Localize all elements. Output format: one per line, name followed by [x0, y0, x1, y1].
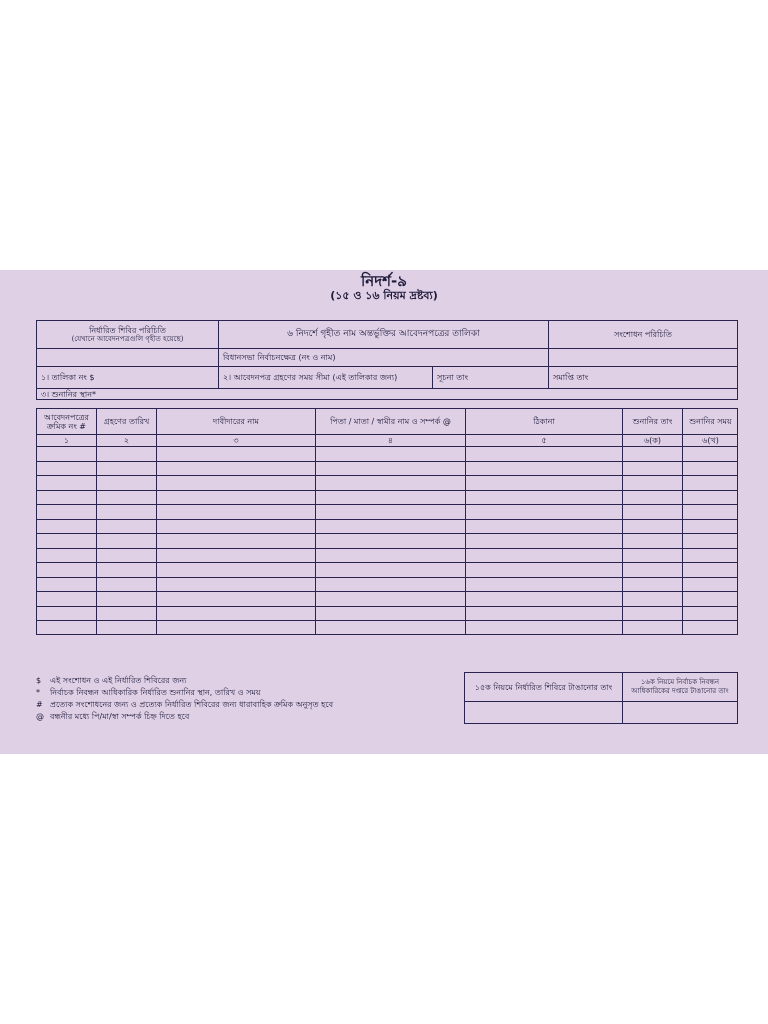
end-date-cell	[549, 367, 737, 388]
column-header-2	[97, 409, 156, 434]
column-number-2	[97, 435, 156, 446]
column-number-label: ৩	[233, 436, 239, 445]
start-date-label: সূচনা তাং	[437, 373, 469, 382]
column-header-label: গ্রহণের তারিখ	[103, 417, 150, 426]
camp-id-sub: (যেখানে আবেদনপত্রগুলি গৃহীত হয়েছে)	[71, 334, 184, 343]
column-header-label: পিতা / মাতা / স্বামীর নাম ও সম্পর্ক @	[330, 417, 451, 426]
list-no-label: ১। তালিকা নং $	[41, 373, 95, 382]
column-header-4	[316, 409, 465, 434]
table-row	[36, 577, 738, 578]
camp-posting-label: ১৫ক নিয়মে নির্ধারিত শিবিরে টাঙানোর তাং	[474, 682, 613, 692]
office-posting-cell	[623, 673, 737, 701]
note-2-text: নির্বাচক নিবন্ধন আধিকারিক নির্ধারিত শুনানির স্থান, তারিখ ও সময়	[50, 688, 261, 697]
period-label: ২। আবেদনপত্র গ্রহণের সময় সীমা (এই তালিকার জন্য)	[223, 373, 398, 382]
constituency-cell	[219, 349, 548, 366]
camp-id-cell	[37, 321, 218, 348]
note-4-symbol: @	[36, 712, 44, 721]
note-3-text: প্রত্যেক সংশোধনের জন্য ও প্রত্যেক নির্ধারিত শিবিরের জন্য ধারাবাহিক ক্রমিক অনুসৃত হবে	[50, 700, 334, 709]
column-number-label: ৪	[387, 436, 394, 445]
column-number-label: ৫	[541, 436, 547, 445]
column-number-label: ৬(ক)	[643, 436, 662, 445]
hearing-place-cell	[37, 389, 341, 400]
column-header-label: আবেদনপত্রের ক্রমিক নং #	[44, 412, 89, 431]
column-number-label: ৬(খ)	[702, 436, 719, 445]
column-header-5	[466, 409, 622, 434]
start-date-cell	[433, 367, 548, 388]
table-row	[36, 475, 738, 476]
column-number-label: ১	[63, 436, 70, 445]
list-title-cell	[219, 321, 548, 348]
note-3-symbol: #	[36, 700, 43, 709]
table-row	[36, 461, 738, 462]
table-row	[36, 490, 738, 491]
list-title: ৬ নিদর্শে গৃহীত নাম অন্তর্ভুক্তির আবেদনপত্রের তালিকা	[287, 329, 480, 339]
table-row	[36, 519, 738, 520]
column-number-label: ২	[123, 436, 130, 445]
table-row	[36, 562, 738, 563]
column-number-7	[683, 435, 738, 446]
camp-id-label: নির্ধারিত শিবির পরিচিতি	[89, 325, 166, 335]
column-number-6	[623, 435, 682, 446]
table-row	[36, 591, 738, 592]
table-row	[36, 446, 738, 447]
end-date-label: সমাপ্তি তাং	[553, 373, 589, 382]
column-number-3	[157, 435, 315, 446]
list-no-cell	[37, 367, 218, 388]
note-4	[36, 712, 189, 722]
form-title: নিদর্শ-৯	[361, 272, 407, 290]
table-row	[36, 504, 738, 505]
table-row	[36, 548, 738, 549]
period-cell	[219, 367, 432, 388]
column-header-label: ঠিকানা	[533, 417, 555, 426]
revision-label: সংশোধন পরিচিতি	[614, 330, 672, 339]
column-header-label: শুনানির সময়	[689, 417, 732, 426]
constituency-label: বিধানসভা নির্বাচনক্ষেত্র (নং ও নাম)	[223, 353, 336, 362]
form-subtitle: (১৫ ও ১৬ নিয়ম দ্রষ্টব্য)	[330, 289, 438, 302]
table-row	[36, 606, 738, 607]
hearing-place-label: ৩। শুনানির স্থান*	[41, 390, 96, 399]
office-posting-label: ১৬ক নিয়মে নির্বাচক নিবন্ধন আধিকারিকের দপ্তরে টাঙানোর তাং	[631, 678, 729, 695]
column-header-1	[37, 409, 96, 434]
table-row	[36, 620, 738, 621]
note-2	[36, 688, 261, 698]
note-2-symbol: *	[36, 688, 40, 697]
table-row	[36, 533, 738, 534]
note-4-text: বন্ধনীর মধ্যে পি/মা/স্বা সম্পর্ক চিহ্ন দিতে হবে	[50, 712, 190, 721]
column-header-label: দাবীদারের নাম	[213, 417, 259, 426]
form-sheet	[0, 270, 768, 754]
camp-posting-cell	[465, 673, 622, 701]
column-number-4	[316, 435, 465, 446]
note-3	[36, 700, 333, 710]
note-1-text: এই সংশোধন ও এই নির্ধারিত শিবিরের জন্য	[50, 676, 187, 685]
column-header-7	[683, 409, 738, 434]
posting-hline	[464, 701, 738, 702]
revision-cell	[549, 321, 737, 348]
column-header-6	[623, 409, 682, 434]
note-1	[36, 676, 187, 686]
column-number-5	[466, 435, 622, 446]
column-header-3	[157, 409, 315, 434]
column-header-label: শুনানির তাং	[632, 417, 673, 426]
column-number-1	[37, 435, 96, 446]
note-1-symbol: $	[36, 676, 42, 685]
